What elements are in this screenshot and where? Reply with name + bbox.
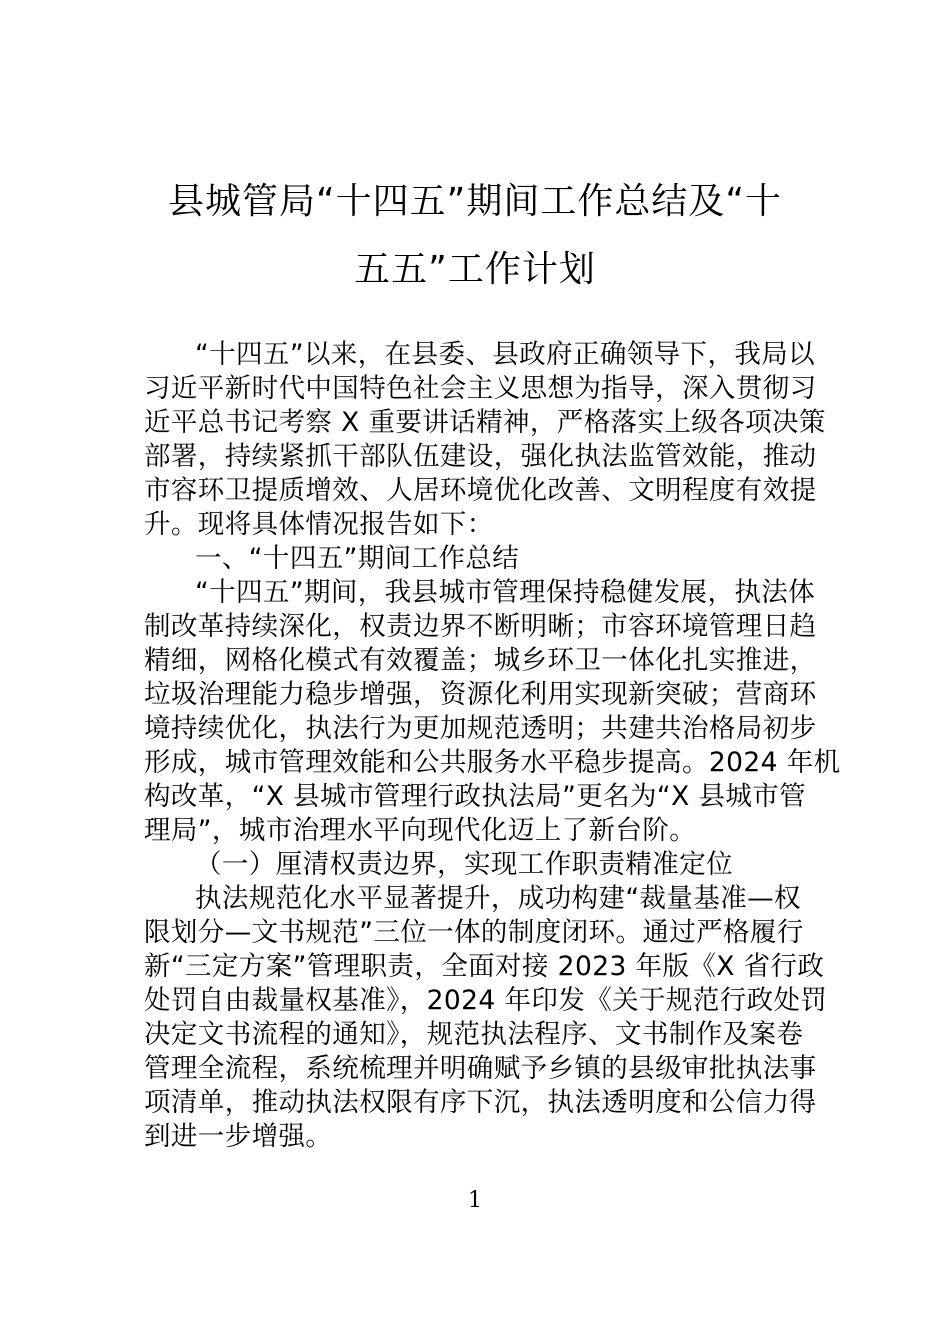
section-heading: 一、“十四五”期间工作总结	[195, 543, 520, 574]
body-line: 部署，持续紧抓干部队伍建设，强化执法监管效能，推动	[144, 441, 817, 472]
body-line: 执法规范化水平显著提升，成功构建“裁量基准—权	[195, 883, 801, 914]
document-title	[140, 168, 810, 304]
body-line: 垃圾治理能力稳步增强，资源化利用实现新突破；营商环	[144, 679, 817, 710]
body-line: “十四五”以来，在县委、县政府正确领导下，我局以	[195, 339, 816, 370]
body-line: 习近平新时代中国特色社会主义思想为指导，深入贯彻习	[144, 373, 817, 404]
body-line: 管理全流程，系统梳理并明确赋予乡镇的县级审批执法事	[144, 1053, 817, 1084]
page-number: 1	[468, 1188, 482, 1213]
subsection-heading: （一）厘清权责边界，实现工作职责精准定位	[195, 849, 733, 880]
body-line: 项清单，推动执法权限有序下沉，执法透明度和公信力得	[144, 1087, 817, 1118]
title-line-2: 五五”工作计划	[354, 249, 596, 290]
body-line: 决定文书流程的通知》，规范执法程序、文书制作及案卷	[144, 1019, 804, 1050]
body-line: 构改革，“X 县城市管理行政执法局”更名为“X 县城市管	[144, 781, 807, 812]
body-line: 市容环卫提质增效、人居环境优化改善、文明程度有效提	[144, 475, 817, 506]
body-line: 制改革持续深化，权责边界不断明晰；市容环境管理日趋	[144, 611, 817, 642]
body-line: 处罚自由裁量权基准》，2024 年印发《关于规范行政处罚	[144, 985, 828, 1016]
title-line-1: 县城管局“十四五”期间工作总结及“十	[168, 181, 782, 222]
body-line: 到进一步增强。	[144, 1121, 333, 1152]
body-line: 新“三定方案”管理职责，全面对接 2023 年版《X 省行政	[144, 951, 825, 982]
body-line: 形成，城市管理效能和公共服务水平稳步提高。2024 年机	[144, 747, 841, 778]
body-line: “十四五”期间，我县城市管理保持稳健发展，执法体	[195, 577, 816, 608]
body-line: 精细，网格化模式有效覆盖；城乡环卫一体化扎实推进，	[144, 645, 817, 676]
body-line: 近平总书记考察 X 重要讲话精神，严格落实上级各项决策	[144, 407, 826, 438]
body-line: 限划分—文书规范”三位一体的制度闭环。通过严格履行	[144, 917, 804, 948]
body-line: 升。现将具体情况报告如下：	[144, 509, 494, 540]
body-line: 境持续优化，执法行为更加规范透明；共建共治格局初步	[144, 713, 817, 744]
body-line: 理局”，城市治理水平向现代化迈上了新台阶。	[144, 815, 697, 846]
